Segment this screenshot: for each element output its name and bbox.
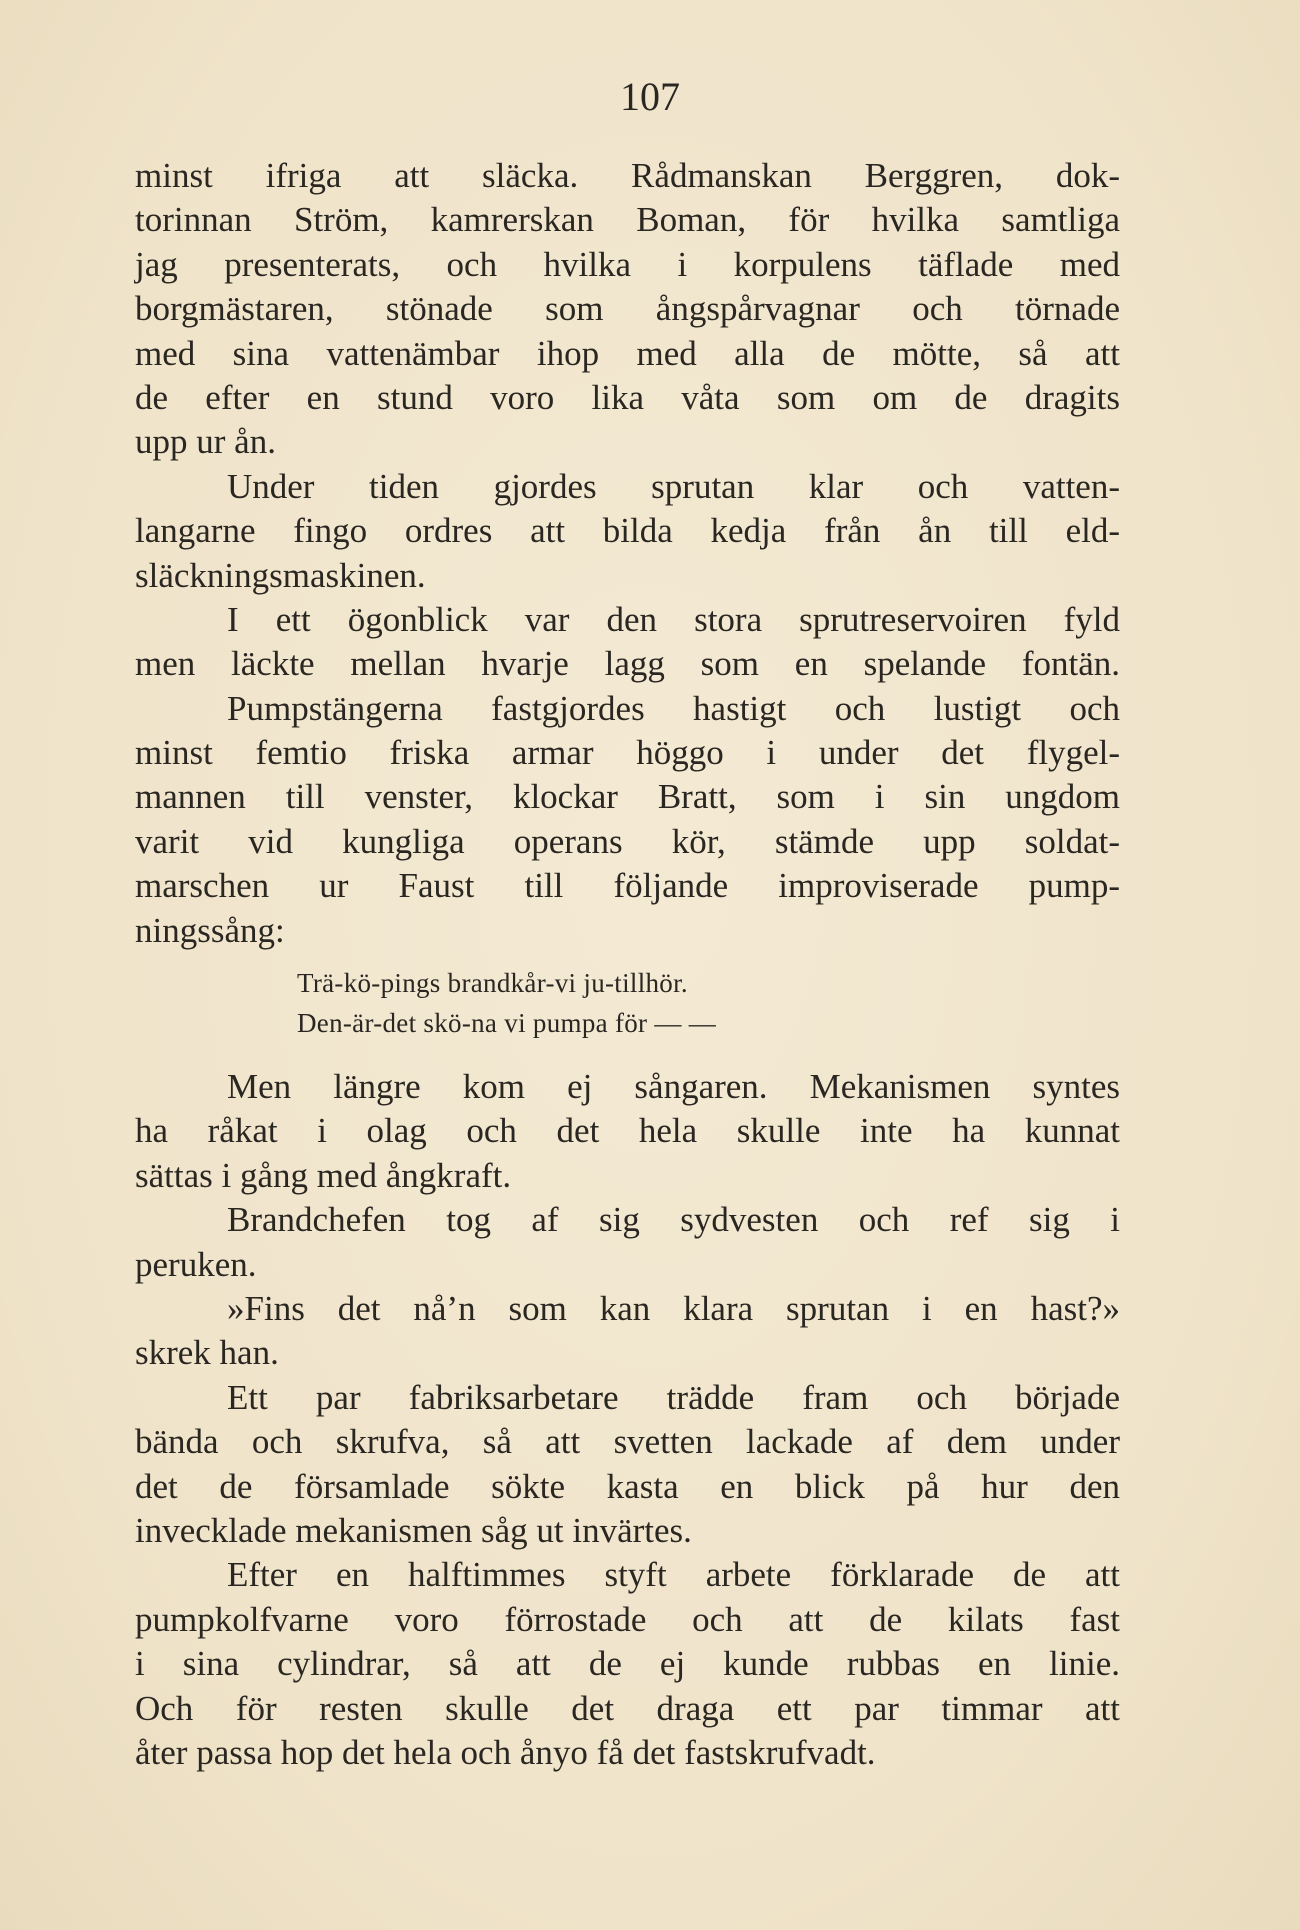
text-line: I ett ögonblick var den stora sprutreservoiren fyld: [227, 599, 1120, 639]
text-line: mannen till venster, klockar Bratt, som i sin ungdom: [135, 777, 1120, 817]
text-line: borgmästaren, stönade som ångspårvagnar och törnade: [135, 289, 1120, 329]
text-line: minst ifriga att släcka. Rådmanskan Berggren, dok-: [135, 156, 1120, 195]
text-line: langarne fingo ordres att bilda kedja från ån till eld-: [135, 511, 1120, 551]
text-line: peruken.: [135, 1244, 257, 1284]
song-verse-line: Den-är-det skö-na vi pumpa för — —: [297, 1008, 717, 1039]
text-line: skrek han.: [135, 1333, 279, 1373]
text-line: ha råkat i olag och det hela skulle inte ha kunnat: [135, 1111, 1120, 1151]
text-line: med sina vattenämbar ihop med alla de mötte, så att: [135, 333, 1120, 373]
text-line: i sina cylindrar, så att de ej kunde rubbas en linie.: [135, 1644, 1120, 1684]
text-line: Under tiden gjordes sprutan klar och vatten-: [227, 466, 1120, 506]
text-line: »Fins det nå’n som kan klara sprutan i en hast?»: [227, 1288, 1120, 1328]
text-line: åter passa hop det hela och ånyo få det fastskrufvadt.: [135, 1732, 876, 1772]
text-line: släckningsmaskinen.: [135, 555, 426, 595]
text-line: men läckte mellan hvarje lagg som en spelande fontän.: [135, 644, 1120, 684]
song-verse-line: Trä-kö-pings brandkår-vi ju-tillhör.: [297, 968, 688, 999]
text-line: de efter en stund voro lika våta som om de dragits: [135, 377, 1120, 417]
text-line: Pumpstängerna fastgjordes hastigt och lustigt och: [227, 688, 1120, 728]
text-line: Och för resten skulle det draga ett par timmar att: [135, 1688, 1120, 1728]
text-line: sättas i gång med ångkraft.: [135, 1155, 512, 1195]
text-line: invecklade mekanismen såg ut invärtes.: [135, 1510, 692, 1550]
text-line: det de församlade sökte kasta en blick på hur den: [135, 1466, 1120, 1506]
text-line: ningssång:: [135, 910, 285, 950]
text-line: bända och skrufva, så att svetten lackade af dem under: [135, 1422, 1120, 1462]
text-line: minst femtio friska armar höggo i under det flygel-: [135, 733, 1120, 773]
text-line: Efter en halftimmes styft arbete förklarade de att: [227, 1555, 1120, 1595]
text-line: Brandchefen tog af sig sydvesten och ref sig i: [227, 1200, 1120, 1240]
text-line: jag presenterats, och hvilka i korpulens täflade med: [135, 244, 1120, 284]
body-text: [135, 154, 1120, 1775]
text-line: upp ur ån.: [135, 422, 276, 462]
text-line: varit vid kungliga operans kör, stämde upp soldat-: [135, 821, 1120, 861]
text-line: pumpkolfvarne voro förrostade och att de kilats fast: [135, 1599, 1120, 1639]
text-line: torinnan Ström, kamrerskan Boman, för hvilka samtliga: [135, 200, 1120, 240]
text-line: Men längre kom ej sångaren. Mekanismen syntes: [227, 1067, 1120, 1107]
text-line: marschen ur Faust till följande improviserade pump-: [135, 866, 1120, 906]
page-number: 107: [620, 74, 680, 119]
text-line: Ett par fabriksarbetare trädde fram och började: [227, 1377, 1120, 1417]
